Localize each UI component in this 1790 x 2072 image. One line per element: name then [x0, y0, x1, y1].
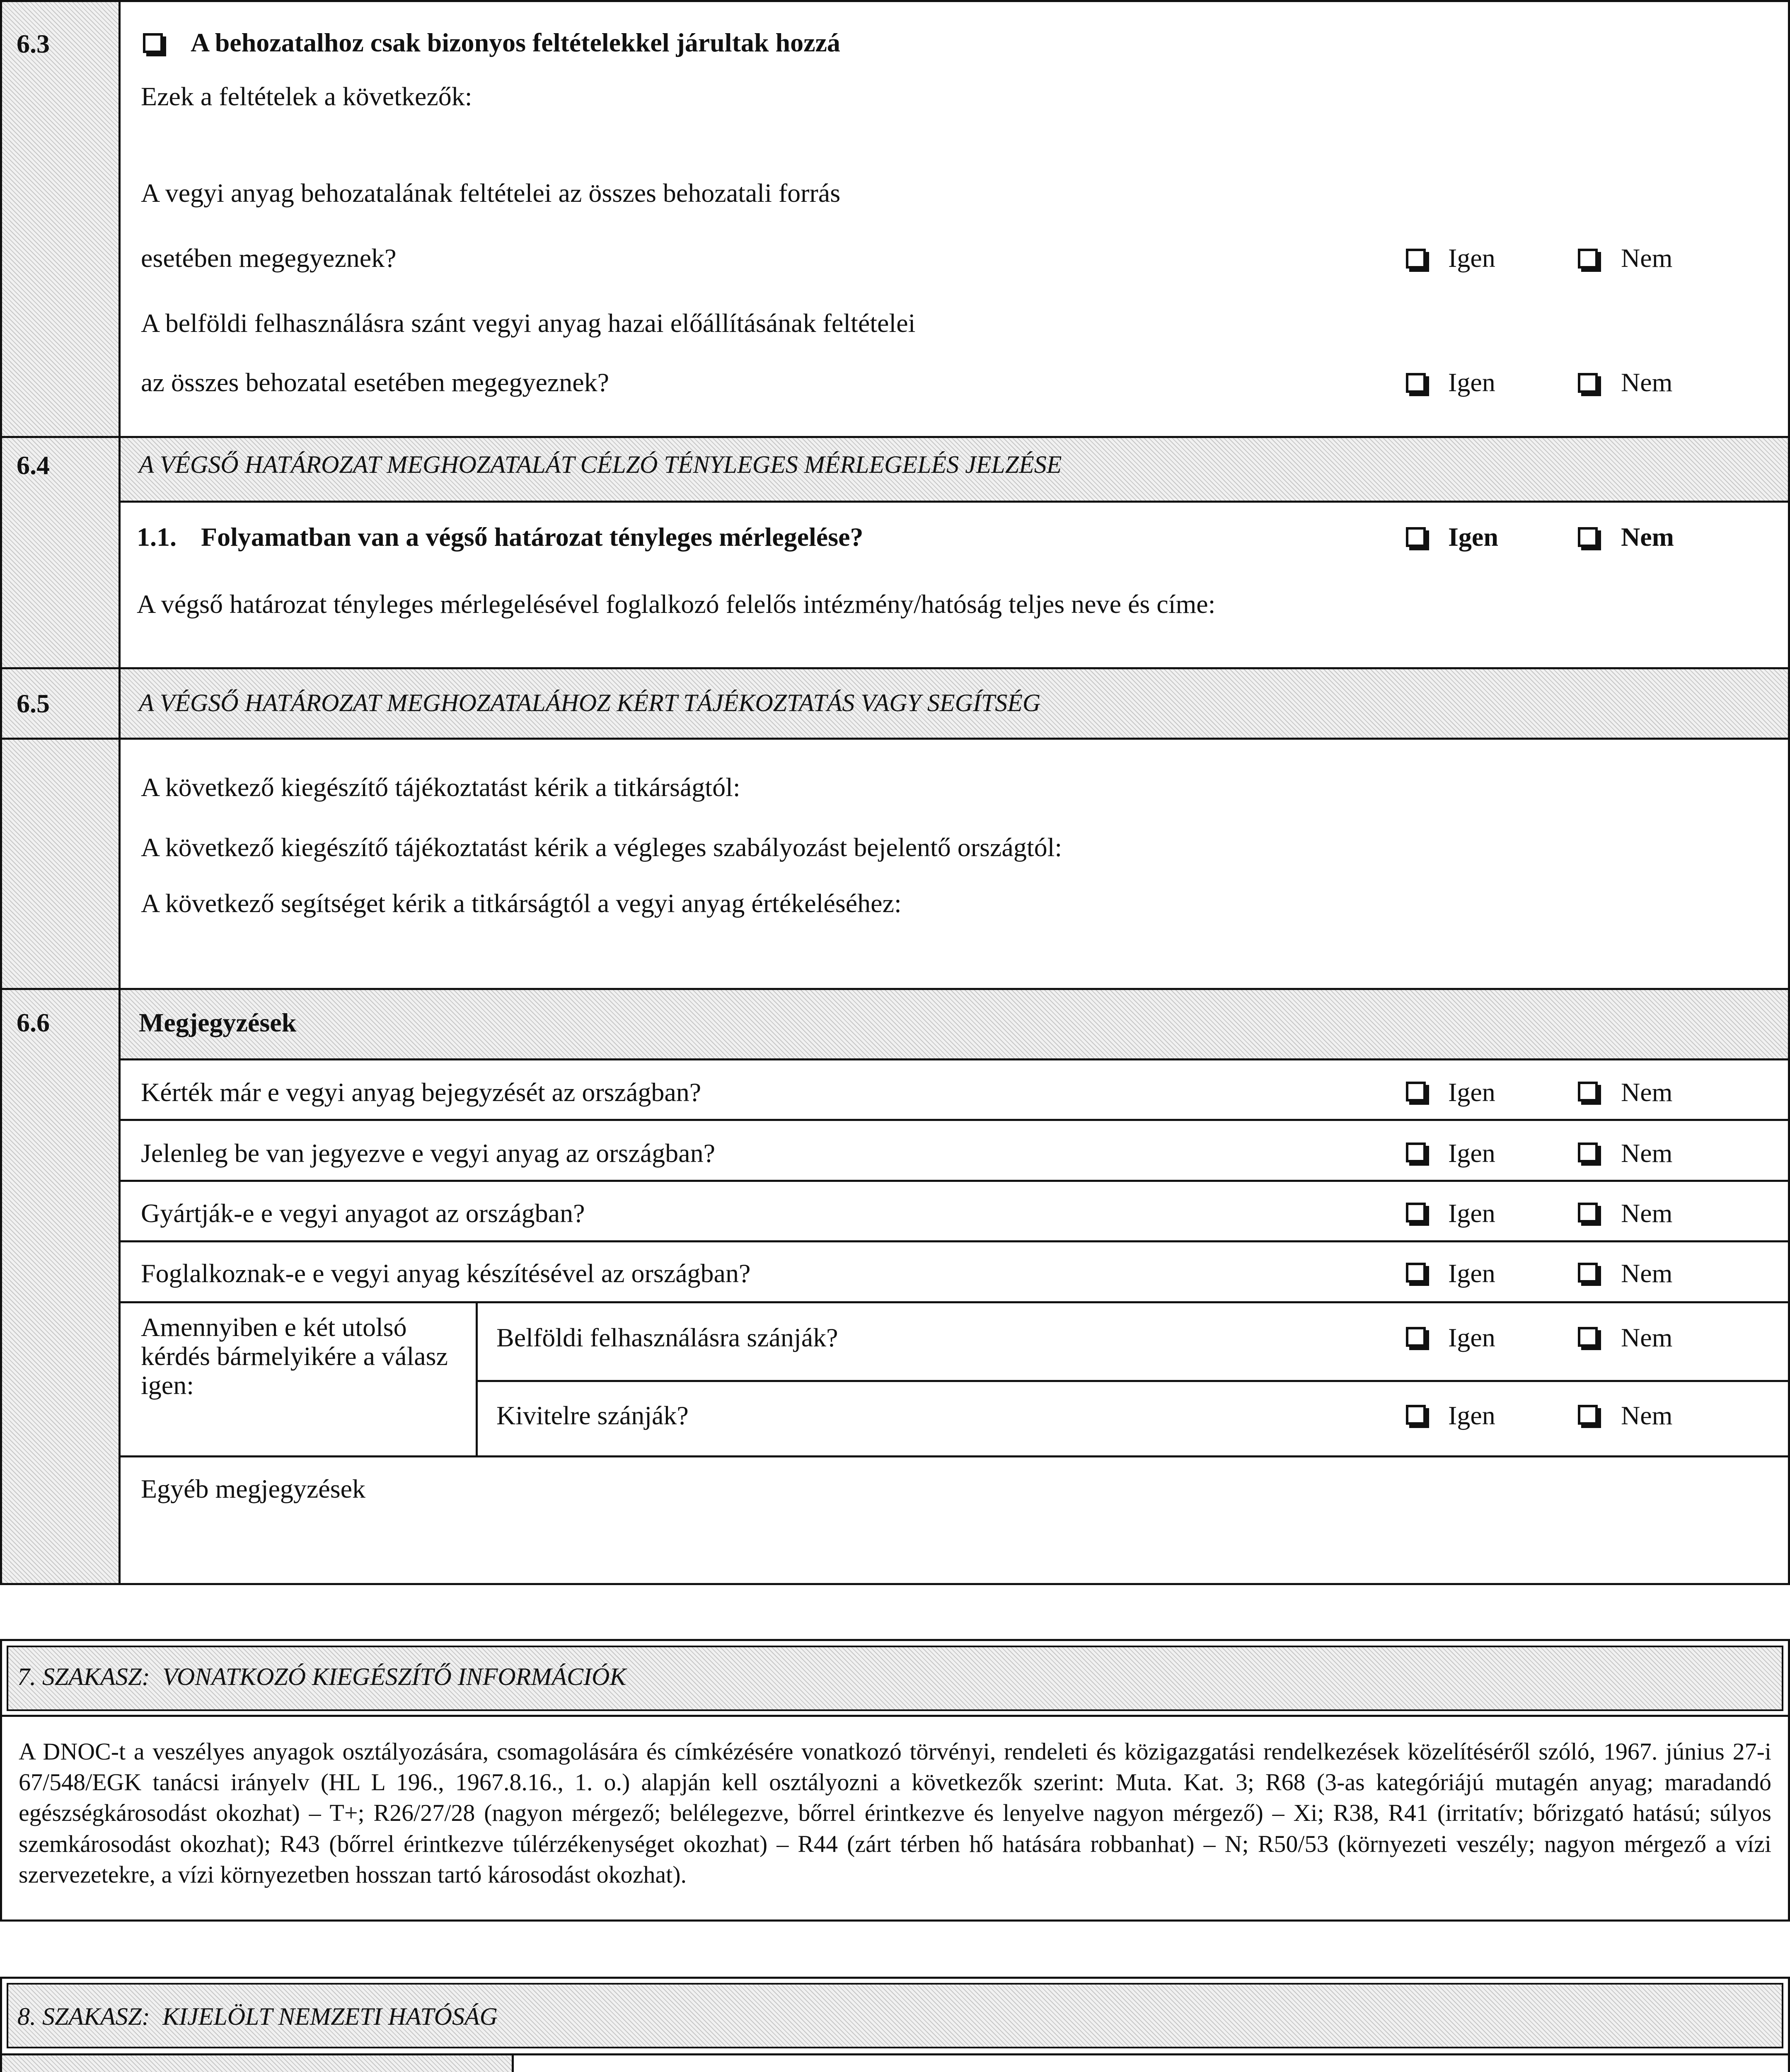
no-label: Nem [1621, 1323, 1673, 1352]
checkbox-registered-yes[interactable] [1406, 1143, 1426, 1162]
yes-label: Igen [1448, 1323, 1495, 1352]
checkbox-import-conditions-yes[interactable] [1406, 249, 1426, 269]
q-domestic-conditions-line2: az összes behozatal esetében megegyeznek? [141, 368, 610, 397]
yes-label: Igen [1448, 368, 1495, 397]
section-7-body: A DNOC-t a veszélyes anyagok osztályozására, csomagolására és címkézésére vonatkozó törvényi, rendeleti és közigazgatási rendelkezések közelítéséről szóló, 1967. június 27-i 67/548/EGK tanácsi irányelv (HL L 196., 1967.8.16., 1. o.) alapján kell osztályozni a következők szerint: Muta. Kat. 3; R68 (3-as kategóriájú mutagén anyag; maradandó egészségkárosodást okozhat) – T+; R26/27/28 (nagyon mérgező; belélegezve, bőrrel érintkezve és lenyelve nagyon mérgező) – Xi; R38, R41 (irritatív; bőrizgató hatású; súlyos szemkárosodást okozhat); R43 (bőrrel érintkezve túlérzékenységet okozhat) – R44 (zárt térben hő hatására robbanhat) – N; R50/53 (környezeti veszély; nagyon mérgező a vízi szervezetekre, a vízi környezetben hosszan tartó károsodást okozhat). [19, 1738, 1771, 1888]
checkbox-formulated-no[interactable] [1578, 1263, 1598, 1283]
authority-label: A végső határozat tényleges mérlegelésével foglalkozó felelős intézmény/hatóság teljes neve és címe: [137, 589, 1216, 619]
checkbox-domestic-use-no[interactable] [1578, 1327, 1598, 1347]
checkbox-export-no[interactable] [1578, 1405, 1598, 1425]
q-formulated: Foglalkoznak-e e vegyi anyag készítésével az országban? [141, 1259, 751, 1288]
checkbox-registered-no[interactable] [1578, 1143, 1598, 1162]
q-registered: Jelenleg be van jegyezve e vegyi anyag az országban? [141, 1138, 715, 1168]
checkbox-6-3-conditional[interactable] [143, 33, 163, 53]
no-label: Nem [1621, 1138, 1673, 1168]
item-number-1-1: 1.1. [137, 522, 177, 552]
yes-label: Igen [1448, 522, 1498, 552]
q-export: Kivitelre szánják? [496, 1401, 689, 1430]
yes-label: Igen [1448, 1138, 1495, 1168]
checkbox-consideration-no[interactable] [1578, 527, 1598, 547]
q-import-conditions-line1: A vegyi anyag behozatalának feltételei az összes behozatali forrás [141, 178, 841, 208]
condition-label-line3: igen: [141, 1370, 194, 1400]
yes-label: Igen [1448, 243, 1495, 273]
question-consideration: Folyamatban van a végső határozat tényleges mérlegelése? [201, 522, 864, 552]
no-label: Nem [1621, 243, 1673, 273]
section-title-6-6: Megjegyzések [139, 1008, 297, 1037]
checkbox-manufactured-yes[interactable] [1406, 1203, 1426, 1222]
checkbox-domestic-conditions-yes[interactable] [1406, 373, 1426, 393]
q-manufactured: Gyártják-e e vegyi anyagot az országban? [141, 1198, 585, 1228]
yes-label: Igen [1448, 1198, 1495, 1228]
q-import-conditions-line2: esetében megegyeznek? [141, 243, 397, 273]
condition-label-line2: kérdés bármelyikére a válasz [141, 1341, 448, 1371]
checkbox-registration-requested-yes[interactable] [1406, 1082, 1426, 1101]
q-registration-requested: Kérték már e vegyi anyag bejegyzését az országban? [141, 1077, 701, 1107]
no-label: Nem [1621, 368, 1673, 397]
section-7-title: 7. SZAKASZ: VONATKOZÓ KIEGÉSZÍTŐ INFORMÁCIÓK [17, 1663, 626, 1690]
section-title-6-4: A VÉGSŐ HATÁROZAT MEGHOZATALÁT CÉLZÓ TÉNYLEGES MÉRLEGELÉS JELZÉSE [139, 451, 1062, 478]
checkbox-formulated-yes[interactable] [1406, 1263, 1426, 1283]
no-label: Nem [1621, 522, 1674, 552]
checkbox-consideration-yes[interactable] [1406, 527, 1426, 547]
checkbox-import-conditions-no[interactable] [1578, 249, 1598, 269]
no-label: Nem [1621, 1259, 1673, 1288]
section-title-6-3: A behozatalhoz csak bizonyos feltételekkel járultak hozzá [191, 28, 840, 57]
section-title-6-5: A VÉGSŐ HATÁROZAT MEGHOZATALÁHOZ KÉRT TÁJÉKOZTATÁS VAGY SEGÍTSÉG [139, 689, 1041, 716]
assistance-request: A következő segítséget kérik a titkárságtól a vegyi anyag értékeléséhez: [141, 888, 902, 918]
no-label: Nem [1621, 1401, 1673, 1430]
checkbox-export-yes[interactable] [1406, 1405, 1426, 1425]
q-domestic-use: Belföldi felhasználásra szánják? [496, 1323, 838, 1352]
info-request-notifying-country: A következő kiegészítő tájékoztatást kérik a végleges szabályozást bejelentő országtól: [141, 833, 1062, 862]
checkbox-manufactured-no[interactable] [1578, 1203, 1598, 1222]
section-number-6-5: 6.5 [17, 689, 50, 718]
other-remarks-label: Egyéb megjegyzések [141, 1474, 365, 1503]
q-domestic-conditions-line1: A belföldi felhasználásra szánt vegyi anyag hazai előállításának feltételei [141, 308, 916, 338]
yes-label: Igen [1448, 1259, 1495, 1288]
checkbox-domestic-conditions-no[interactable] [1578, 373, 1598, 393]
conditions-intro: Ezek a feltételek a következők: [141, 82, 472, 111]
condition-label-line1: Amennyiben e két utolsó [141, 1312, 407, 1342]
yes-label: Igen [1448, 1401, 1495, 1430]
info-request-secretariat: A következő kiegészítő tájékoztatást kérik a titkárságtól: [141, 772, 740, 802]
yes-label: Igen [1448, 1077, 1495, 1107]
section-number-6-4: 6.4 [17, 450, 50, 480]
section-number-6-6: 6.6 [17, 1008, 50, 1037]
checkbox-registration-requested-no[interactable] [1578, 1082, 1598, 1101]
section-number-6-3: 6.3 [17, 29, 50, 58]
no-label: Nem [1621, 1077, 1673, 1107]
no-label: Nem [1621, 1198, 1673, 1228]
section-8-title: 8. SZAKASZ: KIJELÖLT NEMZETI HATÓSÁG [17, 2003, 498, 2030]
checkbox-domestic-use-yes[interactable] [1406, 1327, 1426, 1347]
